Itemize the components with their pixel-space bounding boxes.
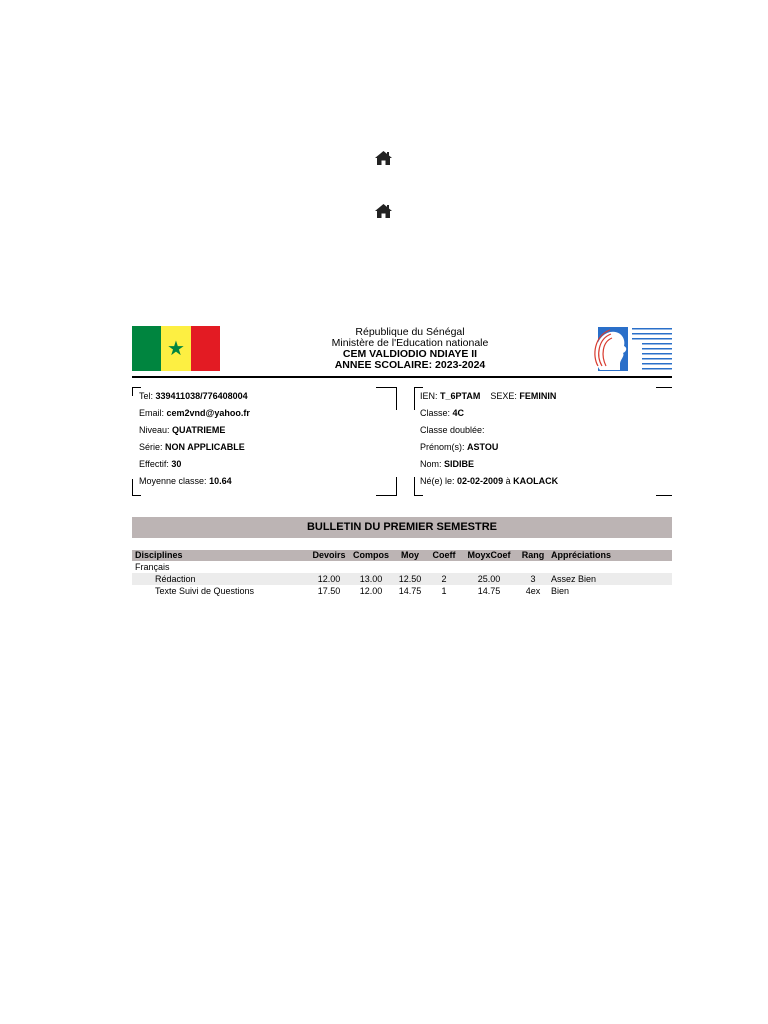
ien-row: IEN: T_6PTAM SEXE: FEMININ (420, 391, 557, 401)
cell-compos: 12.00 (359, 586, 383, 596)
table-header-row (132, 550, 672, 561)
classe-doublee-row: Classe doublée: (420, 425, 485, 435)
ministry-name: Ministère de l'Education nationale (331, 337, 489, 349)
header-divider (132, 376, 672, 378)
email-row: Email: cem2vnd@yahoo.fr (139, 408, 250, 418)
birth-place: KAOLACK (513, 476, 559, 486)
classe-row: Classe: 4C (420, 408, 465, 418)
cell-coeff: 1 (441, 586, 447, 596)
col-rang: Rang (518, 550, 548, 561)
cell-appreciation: Bien (551, 586, 570, 596)
box-corner (656, 387, 672, 396)
student-info (420, 388, 558, 490)
col-moy: Moy (392, 550, 428, 561)
col-disciplines: Disciplines (132, 550, 308, 561)
cell-moyxcoef: 14.75 (477, 586, 501, 596)
box-corner (376, 477, 397, 496)
box-corner (376, 387, 397, 410)
col-compos: Compos (350, 550, 392, 561)
moyenne-value: 10.64 (209, 476, 232, 486)
cell-discipline: Texte Suivi de Questions (155, 586, 255, 596)
cell-appreciation: Assez Bien (548, 573, 672, 585)
serie-value: NON APPLICABLE (165, 442, 245, 452)
col-moyxcoef: MoyxCoef (460, 550, 518, 561)
home-icon[interactable] (374, 150, 393, 166)
col-devoirs: Devoirs (308, 550, 350, 561)
birth-date: 02-02-2009 (457, 476, 504, 486)
prenom-row: Prénom(s): ASTOU (420, 442, 499, 452)
discipline-group-row (132, 561, 672, 573)
cell-compos: 13.00 (350, 573, 392, 585)
serie-row: Série: NON APPLICABLE (139, 442, 245, 452)
cell-devoirs: 12.00 (308, 573, 350, 585)
cell-moyxcoef: 25.00 (460, 573, 518, 585)
email-value: cem2vnd@yahoo.fr (166, 408, 250, 418)
school-info (139, 388, 250, 490)
document-header (250, 327, 570, 371)
table-row (132, 573, 672, 585)
tel-value: 339411038/776408004 (155, 391, 248, 401)
effectif-value: 30 (171, 459, 182, 469)
discipline-group: Français (135, 562, 170, 572)
cell-devoirs: 17.50 (317, 586, 341, 596)
box-corner (656, 494, 672, 496)
tel-row: Tel: 339411038/776408004 (139, 391, 248, 401)
cell-moy: 14.75 (398, 586, 422, 596)
cell-discipline: Rédaction (132, 573, 308, 585)
ministry-logo (590, 326, 672, 372)
table-row (132, 585, 672, 597)
cell-rang: 4ex (525, 586, 541, 596)
cell-rang: 3 (518, 573, 548, 585)
col-appreciations: Appréciations (548, 550, 672, 561)
school-name: CEM VALDIODIO NDIAYE II (342, 348, 478, 360)
nom-value: SIDIBE (444, 459, 475, 469)
niveau-row: Niveau: QUATRIEME (139, 425, 226, 435)
ien-value: T_6PTAM (440, 391, 481, 401)
home-icon[interactable] (374, 203, 393, 219)
school-year: ANNEE SCOLAIRE: 2023-2024 (334, 359, 486, 371)
cell-moy: 12.50 (392, 573, 428, 585)
senegal-flag (132, 326, 220, 371)
country-name: République du Sénégal (355, 326, 465, 338)
bulletin-title: BULLETIN DU PREMIER SEMESTRE (132, 517, 672, 538)
sexe-value: FEMININ (519, 391, 557, 401)
moyenne-row: Moyenne classe: 10.64 (139, 476, 232, 486)
niveau-value: QUATRIEME (172, 425, 226, 435)
nom-row: Nom: SIDIBE (420, 459, 475, 469)
cell-coeff: 2 (428, 573, 460, 585)
grades-table (132, 550, 672, 597)
col-coeff: Coeff (428, 550, 460, 561)
naissance-row: Né(e) le: 02-02-2009 à KAOLACK (420, 476, 559, 486)
star-icon: ★ (167, 337, 185, 360)
prenom-value: ASTOU (467, 442, 499, 452)
classe-value: 4C (452, 408, 465, 418)
effectif-row: Effectif: 30 (139, 459, 182, 469)
